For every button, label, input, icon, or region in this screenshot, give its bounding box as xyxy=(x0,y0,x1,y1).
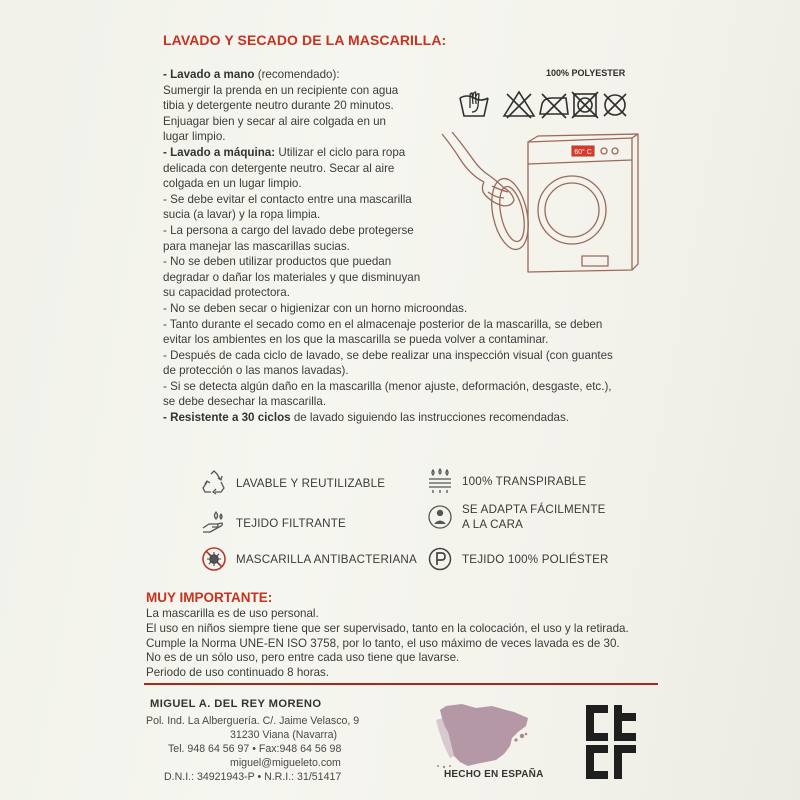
important-notes xyxy=(146,607,666,681)
face-fit-icon xyxy=(427,504,453,530)
company-logo xyxy=(582,701,640,783)
machine-temperature-display: 60° C xyxy=(574,149,592,156)
recycle-icon xyxy=(201,470,227,496)
feature-label: 100% TRANSPIRABLE xyxy=(462,474,587,488)
filter-hand-icon xyxy=(201,510,227,536)
feature-item-washable xyxy=(201,470,385,496)
instruction-text: - No se deben secar o higienizar con un horno microondas. xyxy=(163,301,468,315)
no-iron-icon xyxy=(540,94,568,118)
company-address-line-1: Pol. Ind. La Alberguería. C/. Jaime Velasco, 9 xyxy=(146,715,360,727)
important-line: La mascarilla es de uso personal. xyxy=(146,607,319,620)
important-line: No es de un sólo uso, pero entre cada uso tiene que lavarse. xyxy=(146,651,460,665)
instruction-text: - No se deben utilizar productos que puedan xyxy=(163,255,392,269)
page-title: LAVADO Y SECADO DE LA MASCARILLA: xyxy=(163,32,447,48)
feature-list xyxy=(195,466,645,584)
instruction-text: colgada en un lugar limpio. xyxy=(163,177,302,191)
instruction-text: - La persona a cargo del lavado debe protegerse xyxy=(163,223,414,237)
instruction-line xyxy=(163,363,633,379)
instruction-line xyxy=(163,394,633,410)
feature-label-line-1: SE ADAPTA FÁCILMENTE xyxy=(462,503,606,516)
feature-item-antibacterial xyxy=(201,546,417,572)
important-line: Periodo de uso continuado 8 horas. xyxy=(146,666,330,680)
instruction-text: - Si se detecta algún daño en la mascarilla (menor ajuste, deformación, desgaste, etc.), xyxy=(163,379,612,393)
instruction-text: lugar limpio. xyxy=(163,130,226,144)
company-address-line-2: 31230 Viana (Navarra) xyxy=(230,729,337,741)
instruction-line xyxy=(163,348,633,364)
feature-label: TEJIDO FILTRANTE xyxy=(236,516,346,530)
feature-label: TEJIDO 100% POLIÉSTER xyxy=(462,552,609,566)
instruction-text: su capacidad protectora. xyxy=(163,286,290,300)
instruction-text: degradar o dañar los materiales y que disminuyan xyxy=(163,270,421,284)
instruction-text: - Se debe evitar el contacto entre una mascarilla xyxy=(163,192,412,206)
instruction-line xyxy=(163,317,633,333)
company-ids: D.N.I.: 34921943-P • N.R.I.: 31/51417 xyxy=(164,771,342,783)
feature-label-line-2: A LA CARA xyxy=(462,518,524,531)
composition-label: 100% POLYESTER xyxy=(546,68,626,78)
instruction-text: - Tanto durante el secado como en el almacenaje posterior de la mascarilla, se deben xyxy=(163,317,603,331)
instruction-text: sucia (a lavar) y la ropa limpia. xyxy=(163,208,321,222)
important-line: El uso en niños siempre tiene que ser supervisado, tanto en la colocación, el uso y la retirada. xyxy=(146,621,629,635)
company-name: MIGUEL A. DEL REY MORENO xyxy=(150,698,322,710)
instruction-line xyxy=(163,379,633,395)
instruction-text: delicada con detergente neutro. Secar al aire xyxy=(163,161,395,175)
spain-map xyxy=(432,700,536,770)
no-tumble-dry-icon xyxy=(572,92,598,118)
instruction-line xyxy=(163,285,633,301)
instruction-bold: - Lavado a mano xyxy=(163,68,255,81)
instruction-text: tibia y detergente neutro durante 20 minutos. xyxy=(163,99,394,113)
no-dry-clean-icon xyxy=(604,94,626,116)
instruction-text: de protección o las manos lavadas). xyxy=(163,364,349,378)
important-title: MUY IMPORTANTE: xyxy=(146,590,273,605)
instruction-text: (recomendado): xyxy=(254,68,340,81)
instruction-line xyxy=(163,410,633,426)
instruction-text: para manejar las mascarillas sucias. xyxy=(163,239,350,253)
polyester-p-icon xyxy=(427,546,453,572)
instruction-line xyxy=(163,332,633,348)
instruction-text: evitar los ambientes en los que la mascarilla se pueda volver a contaminar. xyxy=(163,333,549,347)
divider xyxy=(144,683,658,685)
feature-item-polyester xyxy=(427,546,609,572)
breathable-icon xyxy=(427,468,453,494)
hand-wash-icon xyxy=(460,92,488,116)
instruction-bold: - Lavado a máquina: xyxy=(163,145,276,159)
feature-item-breathable xyxy=(427,468,586,494)
important-line: Cumple la Norma UNE-EN ISO 3758, por lo tanto, el uso máximo de veces lavada es de 30. xyxy=(146,636,620,650)
no-bleach-icon xyxy=(504,92,534,118)
washing-machine-illustration xyxy=(432,132,642,282)
feature-label xyxy=(462,502,606,532)
instruction-text: Enjuagar bien y secar al aire colgada en un xyxy=(163,114,387,128)
company-phone: Tel. 948 64 56 97 • Fax:948 64 56 98 xyxy=(168,743,342,755)
antibacterial-icon xyxy=(201,546,227,572)
instruction-text: de lavado siguiendo las instrucciones recomendadas. xyxy=(290,411,570,425)
company-email: miguel@migueleto.com xyxy=(230,757,341,769)
feature-label: MASCARILLA ANTIBACTERIANA xyxy=(236,552,417,566)
made-in-label: HECHO EN ESPAÑA xyxy=(444,769,544,780)
instruction-text: se debe desechar la mascarilla. xyxy=(163,395,327,409)
care-symbols xyxy=(458,88,628,120)
instruction-text: - Después de cada ciclo de lavado, se debe realizar una inspección visual (con guantes xyxy=(163,348,613,362)
instruction-bold: - Resistente a 30 ciclos xyxy=(163,411,291,425)
feature-label: LAVABLE Y REUTILIZABLE xyxy=(236,476,386,490)
feature-item-filter xyxy=(201,510,346,536)
feature-item-adapts xyxy=(427,502,606,532)
instruction-line xyxy=(163,301,633,317)
instruction-text: Sumergir la prenda en un recipiente con agua xyxy=(163,83,399,97)
instruction-text: Utilizar el ciclo para ropa xyxy=(275,145,406,159)
